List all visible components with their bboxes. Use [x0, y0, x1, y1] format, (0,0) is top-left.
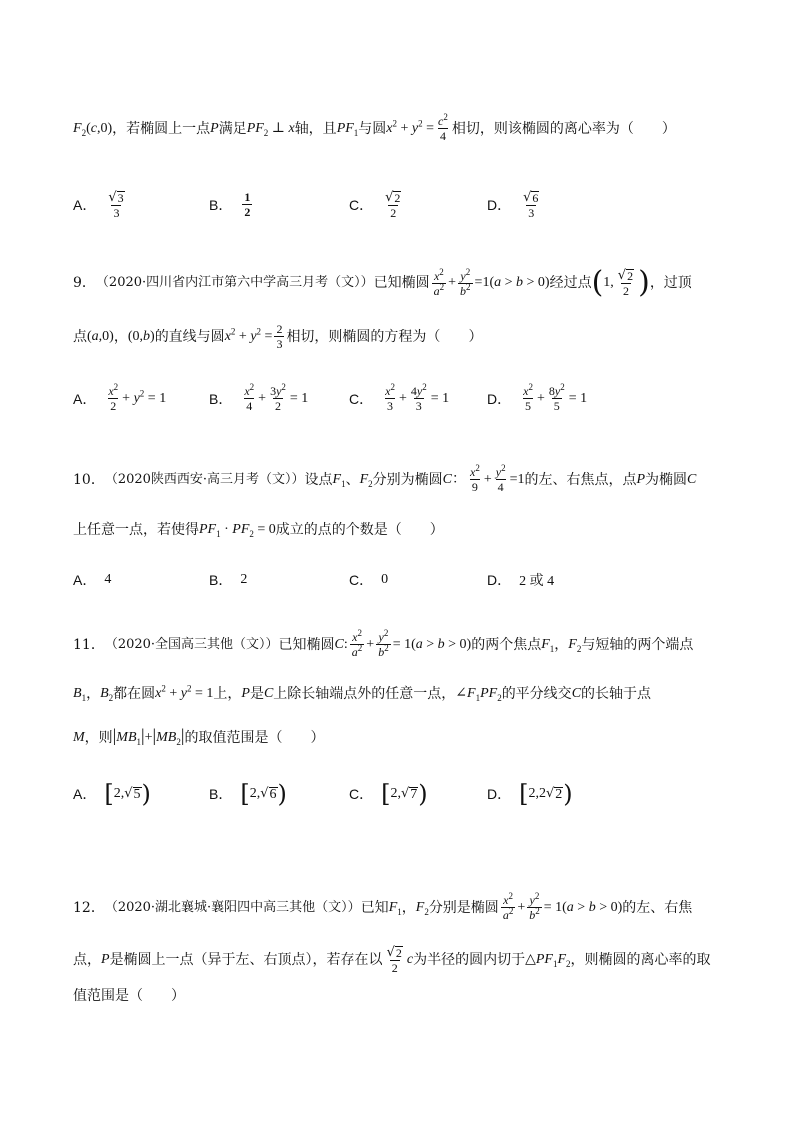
q11-stem-line-1: 11． （2020·全国高三其他（文）） 已知椭圆 C: $\frac{x^2}{a^2}$ + $\frac{y^2}{b^2}$ = 1(a > b > 0) 的两个焦点 $F_1$ ， $F_2$ 与短轴的两个端点 [73, 628, 694, 659]
q9-option-a[interactable]: A． $\frac{x^2}{2}$ + $y^2 = 1$ [73, 382, 167, 413]
circle-equation: $x^2 + y^2$ = [386, 117, 435, 136]
q8-stem-line: $F_2(c,0)$ ，若椭圆上一点 P 满足 $PF_2$ ⊥ x 轴，且 $PF_1$ 与圆 $x^2 + y^2$ = $\frac{c^2}{4}$ 相切，则该椭圆的离心率为（ ） [73, 112, 676, 143]
q12-stem-line-3: 值范围是（ ） [73, 988, 185, 1004]
q8-text: ，若椭圆上一点 [112, 120, 211, 137]
q9-option-d[interactable]: D． $\frac{x^2}{5}$ + $\frac{8y^2}{5}$ = 1 [487, 382, 588, 413]
q10-option-d[interactable]: D． 2 或 4 [487, 572, 555, 589]
q10-number: 10． [73, 471, 105, 488]
focus-f2-expression: $F_2(c,0)$ [73, 120, 113, 138]
q10-option-b[interactable]: B． 2 [209, 572, 248, 588]
q10-stem-line-1: 10． （2020陕西西安·高三月考（文）） 设点 $F_1$ 、 $F_2$ 分别为椭圆 C： $\frac{x^2}{9}$ + $\frac{y^2}{4}$ =1 的左、右焦点，点 P 为椭圆 C [73, 463, 697, 494]
q11-number: 11． [73, 636, 105, 653]
q8-option-b[interactable]: B． $\frac{1}{2}$ [209, 190, 251, 219]
q12-stem-line-1: 12． （2020·湖北襄城·襄阳四中高三其他（文）） 已知 $F_1$ ， $F_2$ 分别是椭圆 $\frac{x^2}{a^2}$ + $\frac{y^2}{b^2}$ = 1(a > b > 0) 的左、右焦 [73, 891, 693, 922]
q9-number: 9． [73, 275, 96, 291]
q9-source: （2020·四川省内江市第六中学高三月考（文）） [95, 275, 374, 290]
q8-option-c[interactable]: C． √ 2 2 [349, 190, 401, 220]
q11-source: （2020·全国高三其他（文）） [104, 636, 279, 652]
q12-stem-line-2: 点， P 是椭圆上一点（异于左、右顶点），若存在以 √ 2 2 c 为半径的圆内切于 $\triangle PF_1F_2$ ，则椭圆的离心率的取 [73, 945, 711, 975]
q10-option-a[interactable]: A． 4 [73, 572, 112, 588]
q11-option-a[interactable]: A． [ 2, √ 5 ) [73, 780, 151, 808]
q11-stem-line-3: M ，则 $|MB_1|+|MB_2|$ 的取值范围是（ ） [73, 725, 325, 747]
q8-option-a[interactable]: A． √ 3 3 [73, 190, 124, 220]
q10-stem-line-2: 上任意一点，若使得 $PF_1 \cdot PF_2 = 0$ 成立的点的个数是（ ） [73, 519, 744, 541]
q11-stem-line-2: $B_1$ ， $B_2$ 都在圆 $x^2 + y^2 = 1$ 上， P 是 C 上除长轴端点外的任意一点， $\angle F_1PF_2$ 的平分线交 C 的长轴于点 [73, 683, 652, 703]
q10-option-c[interactable]: C． 0 [349, 572, 389, 588]
q9-option-b[interactable]: B． $\frac{x^2}{4}$ + $\frac{3y^2}{2}$ = 1 [209, 382, 309, 413]
q10-source: （2020陕西西安·高三月考（文）） [104, 471, 305, 487]
q11-option-d[interactable]: D． [ 2,2 √ 2 ) [487, 780, 573, 808]
q11-option-b[interactable]: B． [ 2, √ 6 ) [209, 780, 287, 808]
dot-product-expression: $PF_1 \cdot PF_2 = 0$ [199, 522, 276, 539]
q11-option-c[interactable]: C． [ 2, √ 7 ) [349, 780, 428, 808]
q9-stem-line-2: 点 (a,0) ， (0,b) 的直线与圆 $x^2 + y^2$ = $\frac{2}{3}$ 相切，则椭圆的方程为（ ） [73, 322, 483, 351]
q12-number: 12． [73, 899, 105, 916]
q8-option-d[interactable]: D． √ 6 3 [487, 190, 539, 220]
q9-option-c[interactable]: C． $\frac{x^2}{3}$ + $\frac{4y^2}{3}$ = 1 [349, 382, 450, 413]
q9-stem-line-1: 9． （2020·四川省内江市第六中学高三月考（文）） 已知椭圆 $\frac{x^2}{a^2}$ + $\frac{y^2}{b^2}$ =1(a > b > 0) 经过点 ( 1, √ 2 2 ) ，过顶 [73, 265, 692, 300]
q12-source: （2020·湖北襄城·襄阳四中高三其他（文）） [104, 899, 361, 915]
